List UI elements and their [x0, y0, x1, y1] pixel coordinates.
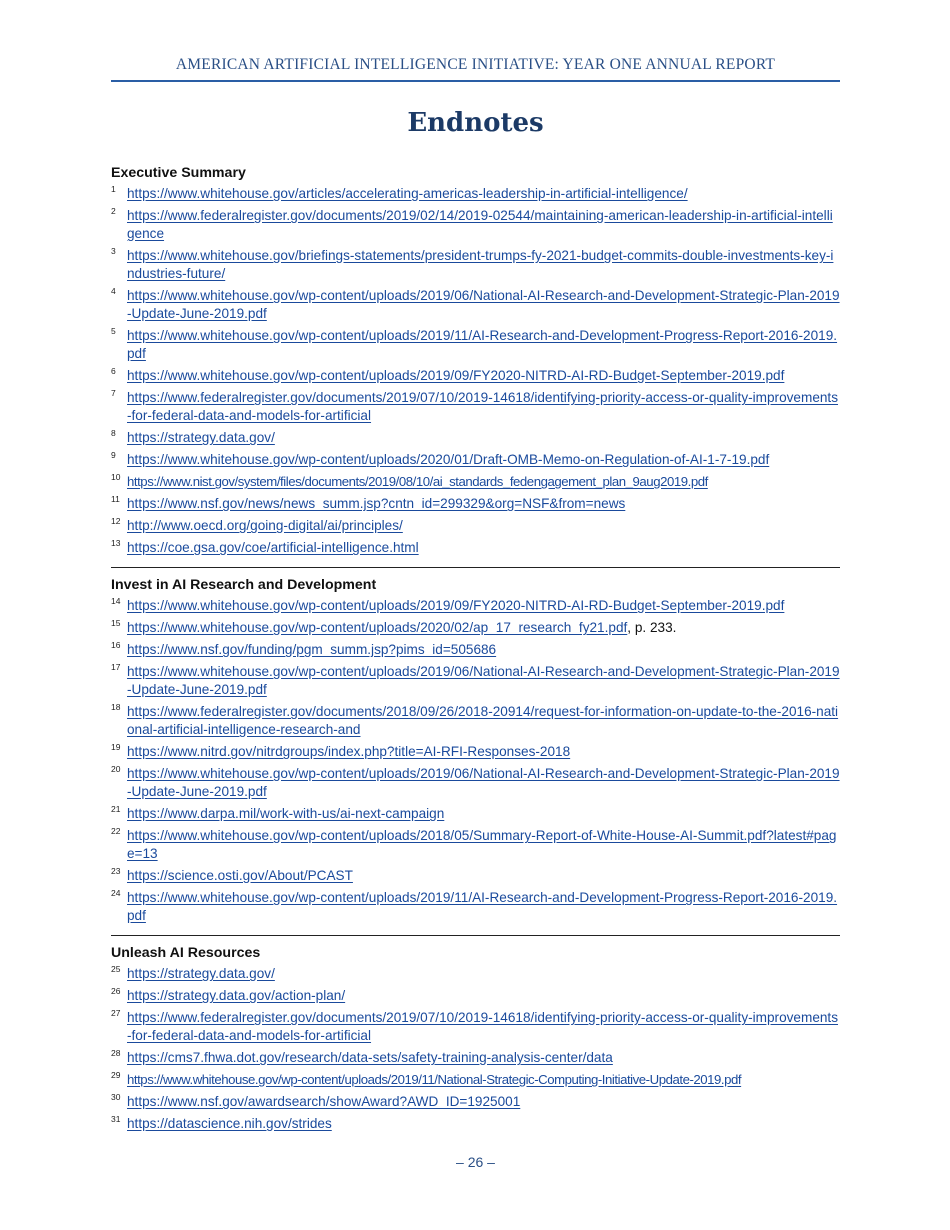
endnote-number: 11 — [111, 494, 120, 504]
section-divider — [111, 935, 840, 936]
endnote-number: 17 — [111, 662, 121, 672]
endnote-link[interactable]: https://strategy.data.gov/ — [127, 966, 275, 981]
endnote-number: 27 — [111, 1008, 121, 1018]
endnote-link[interactable]: https://www.federalregister.gov/documents/2019/07/10/2019-14618/identifying-priority-access-or-quality-improvements-for-federal-data-and-models-for-artificial — [127, 1010, 839, 1043]
endnote-item — [111, 1071, 840, 1089]
endnote-number: 10 — [111, 472, 121, 482]
endnote-item — [111, 517, 840, 535]
endnote-list — [111, 185, 840, 557]
endnote-item — [111, 827, 840, 863]
endnote-item — [111, 429, 840, 447]
endnote-link[interactable]: https://www.whitehouse.gov/wp-content/uploads/2020/02/ap_17_research_fy21.pdf — [127, 620, 628, 635]
page-title: Endnotes — [407, 108, 544, 138]
endnote-link[interactable]: https://www.whitehouse.gov/articles/accelerating-americas-leadership-in-artificial-intelligence/ — [127, 186, 688, 201]
endnote-link[interactable]: https://science.osti.gov/About/PCAST — [127, 868, 353, 883]
endnote-link[interactable]: https://www.nsf.gov/awardsearch/showAward?AWD_ID=1925001 — [127, 1094, 521, 1109]
endnote-link[interactable]: https://www.whitehouse.gov/briefings-statements/president-trumps-fy-2021-budget-commits-double-investments-key-industries-future/ — [127, 248, 834, 281]
endnote-link[interactable]: https://www.whitehouse.gov/wp-content/uploads/2019/06/National-AI-Research-and-Development-Strategic-Plan-2019-Update-June-2019.pdf — [127, 288, 840, 321]
endnote-page-ref: , p. 233. — [627, 620, 677, 635]
endnote-item — [111, 327, 840, 363]
endnote-item — [111, 473, 840, 491]
endnote-link[interactable]: https://www.federalregister.gov/documents/2019/07/10/2019-14618/identifying-priority-access-or-quality-improvements-for-federal-data-and-models-for-artificial — [127, 390, 839, 423]
endnote-item — [111, 743, 840, 761]
endnote-link[interactable]: https://www.whitehouse.gov/wp-content/uploads/2019/06/National-AI-Research-and-Development-Strategic-Plan-2019-Update-June-2019.pdf — [127, 664, 840, 697]
endnote-item — [111, 867, 840, 885]
endnote-link[interactable]: https://www.whitehouse.gov/wp-content/uploads/2019/11/AI-Research-and-Development-Progress-Report-2016-2019.pdf — [127, 328, 838, 361]
endnote-item — [111, 1115, 840, 1133]
endnote-number: 14 — [111, 596, 121, 606]
endnote-link[interactable]: https://www.nsf.gov/news/news_summ.jsp?cntn_id=299329&org=NSF&from=news — [127, 496, 626, 511]
endnote-number: 4 — [111, 286, 116, 296]
endnote-item — [111, 663, 840, 699]
endnote-link[interactable]: https://www.whitehouse.gov/wp-content/uploads/2019/09/FY2020-NITRD-AI-RD-Budget-September-2019.pdf — [127, 598, 785, 613]
endnote-number: 15 — [111, 618, 121, 628]
endnote-item — [111, 1049, 840, 1067]
endnote-number: 29 — [111, 1070, 121, 1080]
endnote-item — [111, 805, 840, 823]
endnotes-content — [111, 164, 840, 1137]
endnote-item — [111, 451, 840, 469]
endnote-link[interactable]: http://www.oecd.org/going-digital/ai/principles/ — [127, 518, 403, 533]
endnote-item — [111, 389, 840, 425]
endnote-link[interactable]: https://www.nitrd.gov/nitrdgroups/index.php?title=AI-RFI-Responses-2018 — [127, 744, 571, 759]
endnote-link[interactable]: https://www.whitehouse.gov/wp-content/uploads/2020/01/Draft-OMB-Memo-on-Regulation-of-AI-1-7-19.pdf — [127, 452, 770, 467]
endnote-number: 23 — [111, 866, 121, 876]
endnote-item — [111, 539, 840, 557]
page-number: – 26 – — [456, 1154, 495, 1170]
endnote-item — [111, 287, 840, 323]
endnote-item — [111, 641, 840, 659]
section-divider — [111, 567, 840, 568]
section-heading: Invest in AI Research and Development — [111, 577, 377, 593]
endnote-number: 19 — [111, 742, 121, 752]
running-header: AMERICAN ARTIFICIAL INTELLIGENCE INITIATIVE: YEAR ONE ANNUAL REPORT — [175, 56, 776, 73]
endnote-item — [111, 619, 840, 637]
endnote-number: 31 — [111, 1114, 121, 1124]
endnote-link[interactable]: https://strategy.data.gov/ — [127, 430, 275, 445]
endnote-link[interactable]: https://strategy.data.gov/action-plan/ — [127, 988, 346, 1003]
endnote-number: 26 — [111, 986, 121, 996]
endnote-list — [111, 965, 840, 1133]
endnote-number: 22 — [111, 826, 121, 836]
endnote-number: 12 — [111, 516, 121, 526]
endnote-link[interactable]: https://www.darpa.mil/work-with-us/ai-next-campaign — [127, 806, 445, 821]
endnote-link[interactable]: https://www.whitehouse.gov/wp-content/uploads/2019/11/AI-Research-and-Development-Progress-Report-2016-2019.pdf — [127, 890, 838, 923]
header-rule — [111, 80, 840, 82]
section-heading: Unleash AI Resources — [111, 945, 261, 961]
endnote-item — [111, 965, 840, 983]
section-heading: Executive Summary — [111, 165, 246, 181]
endnote-link[interactable]: https://cms7.fhwa.dot.gov/research/data-sets/safety-training-analysis-center/data — [127, 1050, 613, 1065]
endnote-link[interactable]: https://coe.gsa.gov/coe/artificial-intelligence.html — [127, 540, 419, 555]
endnote-list — [111, 597, 840, 925]
endnote-link[interactable]: https://www.whitehouse.gov/wp-content/uploads/2019/06/National-AI-Research-and-Development-Strategic-Plan-2019-Update-June-2019.pdf — [127, 766, 840, 799]
endnote-number: 3 — [111, 246, 116, 256]
endnote-number: 24 — [111, 888, 121, 898]
endnote-link[interactable]: https://www.nsf.gov/funding/pgm_summ.jsp?pims_id=505686 — [127, 642, 497, 657]
endnote-item — [111, 889, 840, 925]
endnote-item — [111, 247, 840, 283]
endnote-item — [111, 1009, 840, 1045]
endnote-link[interactable]: https://www.whitehouse.gov/wp-content/uploads/2018/05/Summary-Report-of-White-House-AI-Summit.pdf?latest#page=13 — [127, 828, 837, 861]
endnote-number: 5 — [111, 326, 116, 336]
endnote-link[interactable]: https://www.whitehouse.gov/wp-content/uploads/2019/09/FY2020-NITRD-AI-RD-Budget-September-2019.pdf — [127, 368, 785, 383]
endnote-number: 30 — [111, 1092, 121, 1102]
endnote-item — [111, 367, 840, 385]
endnote-number: 25 — [111, 964, 121, 974]
endnote-item — [111, 703, 840, 739]
endnote-number: 9 — [111, 450, 116, 460]
endnote-number: 21 — [111, 804, 121, 814]
endnote-link[interactable]: https://www.nist.gov/system/files/documents/2019/08/10/ai_standards_fedengagement_plan_9aug2019.pdf — [127, 474, 708, 489]
endnote-number: 6 — [111, 366, 116, 376]
endnote-item — [111, 987, 840, 1005]
endnote-item — [111, 495, 840, 513]
endnote-link[interactable]: https://www.federalregister.gov/documents/2019/02/14/2019-02544/maintaining-american-leadership-in-artificial-intelligence — [127, 208, 833, 241]
endnote-number: 28 — [111, 1048, 121, 1058]
endnote-item — [111, 185, 840, 203]
endnote-link[interactable]: https://www.federalregister.gov/documents/2018/09/26/2018-20914/request-for-information-on-update-to-the-2016-national-artificial-intelligence-research-and — [127, 704, 839, 737]
endnote-number: 2 — [111, 206, 116, 216]
endnote-item — [111, 207, 840, 243]
endnote-link[interactable]: https://www.whitehouse.gov/wp-content/uploads/2019/11/National-Strategic-Computing-Initiative-Update-2019.pdf — [127, 1072, 742, 1087]
endnote-number: 18 — [111, 702, 121, 712]
endnote-number: 16 — [111, 640, 121, 650]
endnote-item — [111, 1093, 840, 1111]
endnote-number: 1 — [111, 184, 116, 194]
endnote-number: 13 — [111, 538, 121, 548]
endnote-number: 20 — [111, 764, 121, 774]
endnote-item — [111, 597, 840, 615]
endnote-link[interactable]: https://datascience.nih.gov/strides — [127, 1116, 332, 1131]
endnote-item — [111, 765, 840, 801]
endnote-number: 8 — [111, 428, 116, 438]
endnote-number: 7 — [111, 388, 116, 398]
